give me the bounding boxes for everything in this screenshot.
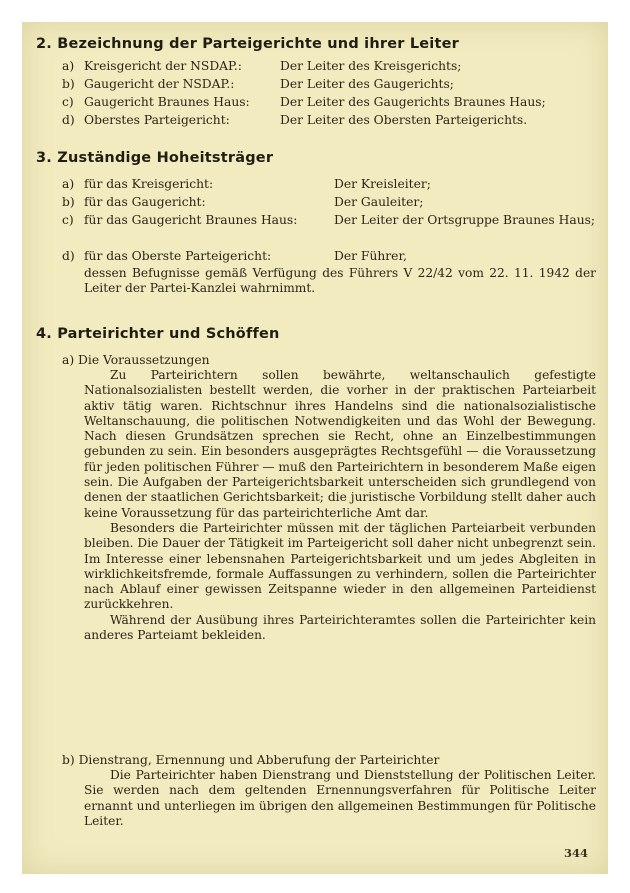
item-value: Der Leiter der Ortsgruppe Braunes Haus; [334, 213, 596, 227]
section-4-title: 4. Parteirichter und Schöffen [36, 326, 280, 342]
item-marker: b) [62, 77, 75, 91]
section-3-item-c [62, 212, 74, 228]
item-value: Der Leiter des Gaugerichts; [280, 77, 454, 91]
section-2-item-a [62, 58, 74, 74]
paragraph: Besonders die Parteirichter müssen mit der täglichen Parteiarbeit verbunden bleiben. Die Dauer der Tätigkeit im Parteigericht soll daher nicht unbegrenzt sein. Im Interesse einer lebensnahen Parteigerichtsbarkeit und um jedes Abgleiten in wirklichkeitsfremde, formale Auffassungen zu verhindern, sollen die Parteirichter nach Ablauf einer gewissen Zeitspanne wieder in den allgemeinen Parteidienst zurückkehren. [84, 520, 596, 612]
item-value: Der Leiter des Gaugerichts Braunes Haus; [280, 95, 546, 109]
section-4a-body [84, 368, 596, 643]
section-3-title: 3. Zuständige Hoheitsträger [36, 150, 274, 166]
paragraph: Zu Parteirichtern sollen bewährte, weltanschaulich gefestigte Nationalsozialisten bestellt werden, die vorher in der praktischen Parteiarbeit aktiv tätig waren. Richtschnur ihres Handelns sind die nationalsozialistische Weltanschauung, die politischen Notwendigkeiten und das Wohl der Bewegung. Nach diesen Grundsätzen sprechen sie Recht, ohne an Einzelbestimmungen gebunden zu sein. Ein besonders ausgeprägtes Rechtsgefühl — die Voraussetzung für jeden politischen Führer — muß den Parteirichtern in besonderem Maße eigen sein. Die Aufgaben der Parteigerichtsbarkeit unterscheiden sich grundlegend von denen der staatlichen Gerichtsbarkeit; die juristische Vorbildung stellt daher auch keine Voraussetzung für das parteirichterliche Amt dar. [84, 368, 596, 520]
item-marker: c) [62, 95, 74, 109]
document-page [22, 22, 608, 874]
item-marker: c) [62, 213, 74, 227]
item-label: Gaugericht Braunes Haus: [84, 95, 250, 109]
item-marker: d) [62, 113, 75, 127]
item-marker: d) [62, 249, 75, 263]
section-3-item-d [62, 248, 75, 264]
item-marker: a) [62, 177, 75, 191]
item-label: Oberstes Parteigericht: [84, 113, 230, 127]
section-4a-heading: a) Die Voraussetzungen [62, 353, 210, 367]
paragraph: Während der Ausübung ihres Parteirichteramtes sollen die Parteirichter kein anderes Parteiamt bekleiden. [84, 612, 596, 643]
item-marker: a) [62, 59, 75, 73]
item-label: für das Gaugericht: [84, 195, 206, 209]
item-label: Kreisgericht der NSDAP.: [84, 59, 242, 73]
item-value: Der Kreisleiter; [334, 177, 431, 191]
item-value: Der Führer, [334, 249, 407, 263]
paragraph: Die Parteirichter haben Dienstrang und Dienststellung der Politischen Leiter. Sie werden nach dem geltenden Ernennungsverfahren für Politische Leiter ernannt und unterliegen im übrigen den allgemeinen Bestimmungen für Politische Leiter. [84, 768, 596, 828]
section-3-note: dessen Befugnisse gemäß Verfügung des Führers V 22/42 vom 22. 11. 1942 der Leiter der Partei-Kanzlei wahrnimmt. [84, 266, 596, 296]
page-number: 344 [563, 846, 588, 860]
item-label: Gaugericht der NSDAP.: [84, 77, 235, 91]
section-2-title: 2. Bezeichnung der Parteigerichte und ihrer Leiter [36, 36, 459, 52]
section-2-item-b [62, 76, 75, 92]
item-marker: b) [62, 195, 75, 209]
item-value: Der Leiter des Obersten Parteigerichts. [280, 113, 528, 127]
section-2-item-d [62, 112, 75, 128]
item-label: für das Gaugericht Braunes Haus: [84, 213, 298, 227]
item-value: Der Gauleiter; [334, 195, 424, 209]
section-4b-heading: b) Dienstrang, Ernennung und Abberufung der Parteirichter [62, 753, 440, 767]
section-3-item-a [62, 176, 74, 192]
item-value: Der Leiter des Kreisgerichts; [280, 59, 462, 73]
section-4b-body [84, 768, 596, 829]
item-label: für das Kreisgericht: [84, 177, 214, 191]
section-2-item-c [62, 94, 74, 110]
section-3-item-b [62, 194, 75, 210]
item-label: für das Oberste Parteigericht: [84, 249, 272, 263]
